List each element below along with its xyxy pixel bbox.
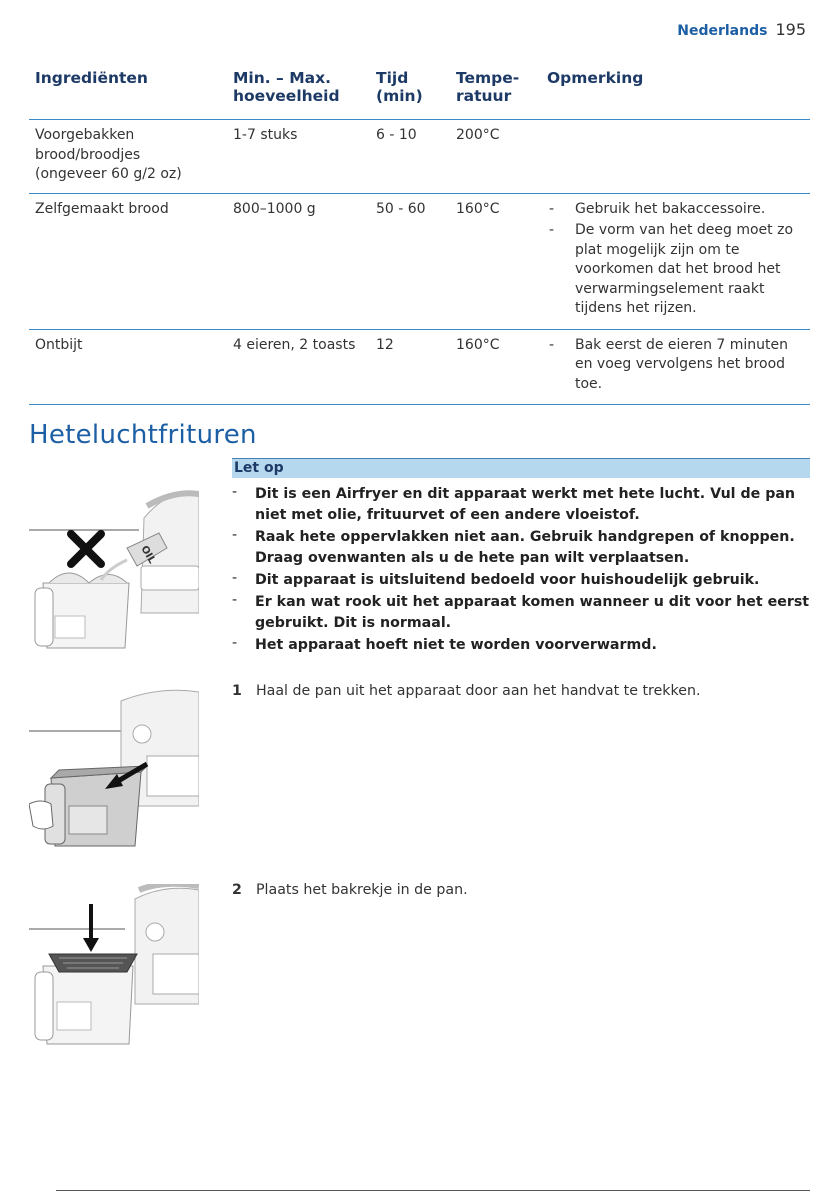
prohibited-icon bbox=[71, 534, 101, 564]
no-oil-illustration bbox=[29, 488, 199, 658]
col-temp: Tempe- ratuur bbox=[450, 60, 541, 120]
caution-item: - Dit apparaat is uitsluitend bedoeld voor huishoudelijk gebruik. bbox=[232, 570, 810, 591]
down-arrow-icon bbox=[83, 904, 99, 952]
cell-ingredient: Voorgebakken brood/broodjes (ongeveer 60 g/2 oz) bbox=[29, 120, 227, 194]
table-row bbox=[29, 329, 810, 405]
caution-item: - Raak hete oppervlakken niet aan. Gebruik handgrepen of knoppen. Draag ovenwanten als u de hete pan wilt verplaatsen. bbox=[232, 527, 810, 569]
caution-item: - Het apparaat hoeft niet te worden voorverwarmd. bbox=[232, 635, 810, 656]
remark-item: - Gebruik het bakaccessoire. bbox=[547, 200, 804, 220]
cell-temp: 160°C bbox=[450, 329, 541, 405]
table-row bbox=[29, 193, 810, 329]
cell-remark bbox=[541, 193, 810, 329]
section-title: Heteluchtfrituren bbox=[29, 420, 257, 450]
cell-time: 50 - 60 bbox=[370, 193, 450, 329]
step-number: 1 bbox=[232, 683, 242, 699]
cell-ingredient: Ontbijt bbox=[29, 329, 227, 405]
cell-remark bbox=[541, 120, 810, 194]
col-amount: Min. – Max. hoeveelheid bbox=[227, 60, 370, 120]
step-text: Plaats het bakrekje in de pan. bbox=[256, 882, 468, 898]
table-header-row bbox=[29, 60, 810, 120]
cell-temp: 160°C bbox=[450, 193, 541, 329]
table-row bbox=[29, 120, 810, 194]
col-time: Tijd (min) bbox=[370, 60, 450, 120]
caution-note bbox=[232, 458, 810, 657]
remove-pan-illustration bbox=[29, 686, 199, 851]
recipe-table bbox=[29, 60, 810, 405]
language-label: Nederlands bbox=[677, 23, 768, 39]
cell-amount: 1-7 stuks bbox=[227, 120, 370, 194]
cell-temp: 200°C bbox=[450, 120, 541, 194]
caution-item: - Er kan wat rook uit het apparaat komen wanneer u dit voor het eerst gebruikt. Dit is normaal. bbox=[232, 592, 810, 634]
remark-item: - De vorm van het deeg moet zo plat mogelijk zijn om te voorkomen dat het brood het verwarmingselement raakt tijdens het rijzen. bbox=[547, 221, 804, 319]
remark-item: - Bak eerst de eieren 7 minuten en voeg vervolgens het brood toe. bbox=[547, 336, 804, 395]
cell-ingredient: Zelfgemaakt brood bbox=[29, 193, 227, 329]
page-number: 195 bbox=[775, 20, 806, 39]
step-number: 2 bbox=[232, 882, 242, 898]
cell-time: 12 bbox=[370, 329, 450, 405]
step-text: Haal de pan uit het apparaat door aan het handvat te trekken. bbox=[256, 683, 701, 699]
cell-remark bbox=[541, 329, 810, 405]
cell-amount: 4 eieren, 2 toasts bbox=[227, 329, 370, 405]
cell-time: 6 - 10 bbox=[370, 120, 450, 194]
oil-bottle-label: OIL bbox=[138, 544, 158, 566]
col-remark: Opmerking bbox=[541, 60, 810, 120]
cell-amount: 800–1000 g bbox=[227, 193, 370, 329]
caution-heading: Let op bbox=[232, 458, 810, 478]
step-1 bbox=[232, 683, 810, 699]
page-header bbox=[677, 20, 806, 39]
place-rack-illustration bbox=[29, 884, 199, 1049]
caution-item: - Dit is een Airfryer en dit apparaat werkt met hete lucht. Vul de pan niet met olie, frituurvet of een andere vloeistof. bbox=[232, 484, 810, 526]
step-2 bbox=[232, 882, 810, 898]
col-ingredients: Ingrediënten bbox=[29, 60, 227, 120]
